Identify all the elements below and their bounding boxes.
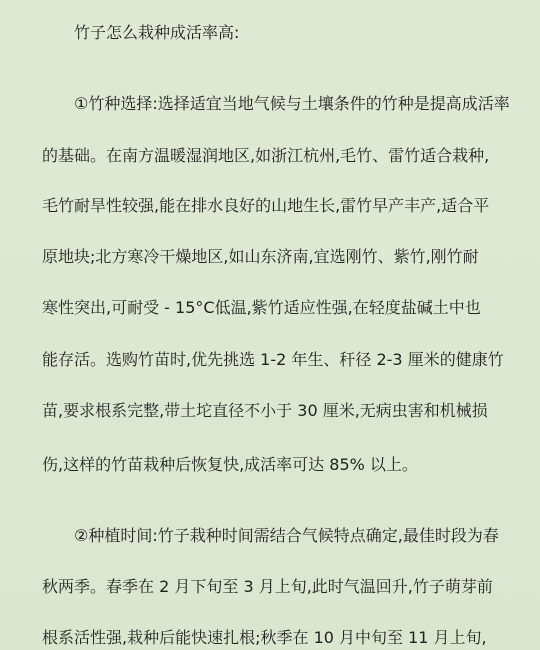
section1-line-6: 能存活。选购竹苗时,优先挑选 1-2 年生、秆径 2-3 厘米的健康竹 <box>42 350 504 369</box>
section1-line-2: 的基础。在南方温暖湿润地区,如浙江杭州,毛竹、雷竹适合栽种, <box>42 146 490 165</box>
section1-line-5: 寒性突出,可耐受 - 15°C低温,紫竹适应性强,在轻度盐碱土中也 <box>42 298 481 317</box>
section2-line-1: ②种植时间:竹子栽种时间需结合气候特点确定,最佳时段为春 <box>74 526 499 545</box>
section1-line-4: 原地块;北方寒冷干燥地区,如山东济南,宜选刚竹、紫竹,刚竹耐 <box>42 247 479 266</box>
section2-line-3: 根系活性强,栽种后能快速扎根;秋季在 10 月中旬至 11 月上旬, <box>42 628 487 647</box>
section1-line-7: 苗,要求根系完整,带土坨直径不小于 30 厘米,无病虫害和机械损 <box>42 401 488 420</box>
section1-line-8: 伤,这样的竹苗栽种后恢复快,成活率可达 85% 以上。 <box>42 455 418 474</box>
document-title: 竹子怎么栽种成活率高: <box>74 23 240 42</box>
section1-line-1: ①竹种选择:选择适宜当地气候与土壤条件的竹种是提高成活率 <box>74 94 510 113</box>
section2-line-2: 秋两季。春季在 2 月下旬至 3 月上旬,此时气温回升,竹子萌芽前 <box>42 577 493 596</box>
section1-line-3: 毛竹耐旱性较强,能在排水良好的山地生长,雷竹早产丰产,适合平 <box>42 196 490 215</box>
